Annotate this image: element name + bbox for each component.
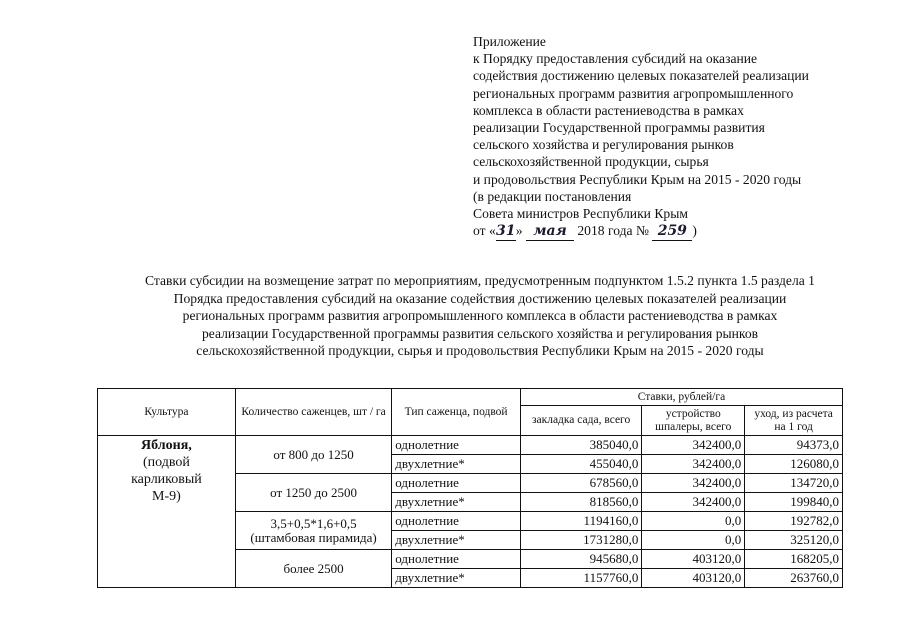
value-cell: 342400,0 xyxy=(642,436,745,455)
type-cell: однолетние xyxy=(392,474,521,493)
decree-line xyxy=(473,222,893,241)
header-v3: уход, из расчета на 1 год xyxy=(745,406,843,436)
header-type: Тип саженца, подвой xyxy=(392,389,521,436)
appendix-line: комплекса в области растениеводства в рамках xyxy=(473,102,744,118)
table-row xyxy=(98,436,843,455)
header-rates: Ставки, рублей/га xyxy=(520,389,842,406)
value-cell: 385040,0 xyxy=(520,436,641,455)
value-cell: 342400,0 xyxy=(642,474,745,493)
value-cell: 455040,0 xyxy=(520,455,641,474)
appendix-line: реализации Государственной программы развития xyxy=(473,120,765,136)
decree-day: 31 xyxy=(496,223,516,241)
value-cell: 263760,0 xyxy=(745,569,843,588)
value-cell: 1194160,0 xyxy=(520,512,641,531)
decree-year: 2018 года № xyxy=(577,223,649,239)
title-line: Порядка предоставления субсидий на оказание содействия достижению целевых показателей реализации xyxy=(173,290,787,306)
qty-cell: от 800 до 1250 xyxy=(235,436,391,474)
qty-line: 3,5+0,5*1,6+0,5 xyxy=(270,515,357,531)
header-v1: закладка сада, всего xyxy=(520,406,641,436)
appendix-line: и продовольствия Республики Крым на 2015 - 2020 годы xyxy=(473,171,802,187)
crop-line: М-9) xyxy=(152,489,181,504)
type-cell: двухлетние* xyxy=(392,531,521,550)
type-cell: двухлетние* xyxy=(392,493,521,512)
appendix-line: региональных программ развития агропромышленного xyxy=(473,85,794,101)
header-v2: устройство шпалеры, всего xyxy=(642,406,745,436)
decree-mid: » xyxy=(515,223,523,239)
appendix-line: содействия достижению целевых показателей реализации xyxy=(473,68,809,84)
type-cell: однолетние xyxy=(392,550,521,569)
qty-cell: от 1250 до 2500 xyxy=(235,474,391,512)
value-cell: 403120,0 xyxy=(642,569,745,588)
value-cell: 0,0 xyxy=(642,512,745,531)
appendix-line: к Порядку предоставления субсидий на оказание xyxy=(473,51,758,67)
value-cell: 168205,0 xyxy=(745,550,843,569)
value-cell: 1157760,0 xyxy=(520,569,641,588)
value-cell: 94373,0 xyxy=(745,436,843,455)
crop-line: (подвой xyxy=(142,455,190,470)
type-cell: однолетние xyxy=(392,512,521,531)
header-crop: Культура xyxy=(98,389,236,436)
appendix-line: Совета министров Республики Крым xyxy=(473,206,688,222)
value-cell: 945680,0 xyxy=(520,550,641,569)
decree-month: мая xyxy=(526,223,574,241)
value-cell: 403120,0 xyxy=(642,550,745,569)
title-line: реализации Государственной программы развития сельского хозяйства и регулирования рынков xyxy=(201,325,759,341)
appendix-line: Приложение xyxy=(473,34,546,49)
qty-line: (штамбовая пирамида) xyxy=(250,529,377,545)
type-cell: однолетние xyxy=(392,436,521,455)
value-cell: 325120,0 xyxy=(745,531,843,550)
title-line: сельскохозяйственной продукции, сырья и продовольствия Республики Крым на 2015 - 2020 годы xyxy=(196,343,764,359)
value-cell: 126080,0 xyxy=(745,455,843,474)
document-title xyxy=(60,272,900,360)
value-cell: 199840,0 xyxy=(745,493,843,512)
value-cell: 1731280,0 xyxy=(520,531,641,550)
type-cell: двухлетние* xyxy=(392,569,521,588)
crop-line: карликовый xyxy=(131,472,202,487)
appendix-line: сельскохозяйственной продукции, сырья xyxy=(473,154,709,170)
crop-name: Яблоня, xyxy=(141,438,192,453)
value-cell: 342400,0 xyxy=(642,493,745,512)
decree-prefix: от « xyxy=(473,223,496,239)
qty-cell: более 2500 xyxy=(235,550,391,588)
appendix-line: (в редакции постановления xyxy=(473,188,632,204)
title-line: региональных программ развития агропромышленного комплекса в области растениеводства в рамках xyxy=(182,308,778,324)
rates-table xyxy=(97,388,843,588)
value-cell: 818560,0 xyxy=(520,493,641,512)
value-cell: 678560,0 xyxy=(520,474,641,493)
title-line: Ставки субсидии на возмещение затрат по мероприятиям, предусмотренным подпунктом 1.5.2 пункта 1.5 раздела 1 xyxy=(145,273,815,288)
type-cell: двухлетние* xyxy=(392,455,521,474)
decree-number: 259 xyxy=(652,223,692,241)
value-cell: 134720,0 xyxy=(745,474,843,493)
header-qty: Количество саженцев, шт / га xyxy=(235,389,391,436)
value-cell: 0,0 xyxy=(642,531,745,550)
crop-cell xyxy=(98,436,236,588)
value-cell: 192782,0 xyxy=(745,512,843,531)
value-cell: 342400,0 xyxy=(642,455,745,474)
appendix-line: сельского хозяйства и регулирования рынков xyxy=(473,137,734,153)
qty-cell xyxy=(235,512,391,550)
appendix-header xyxy=(473,33,893,241)
decree-suffix: ) xyxy=(692,223,697,239)
